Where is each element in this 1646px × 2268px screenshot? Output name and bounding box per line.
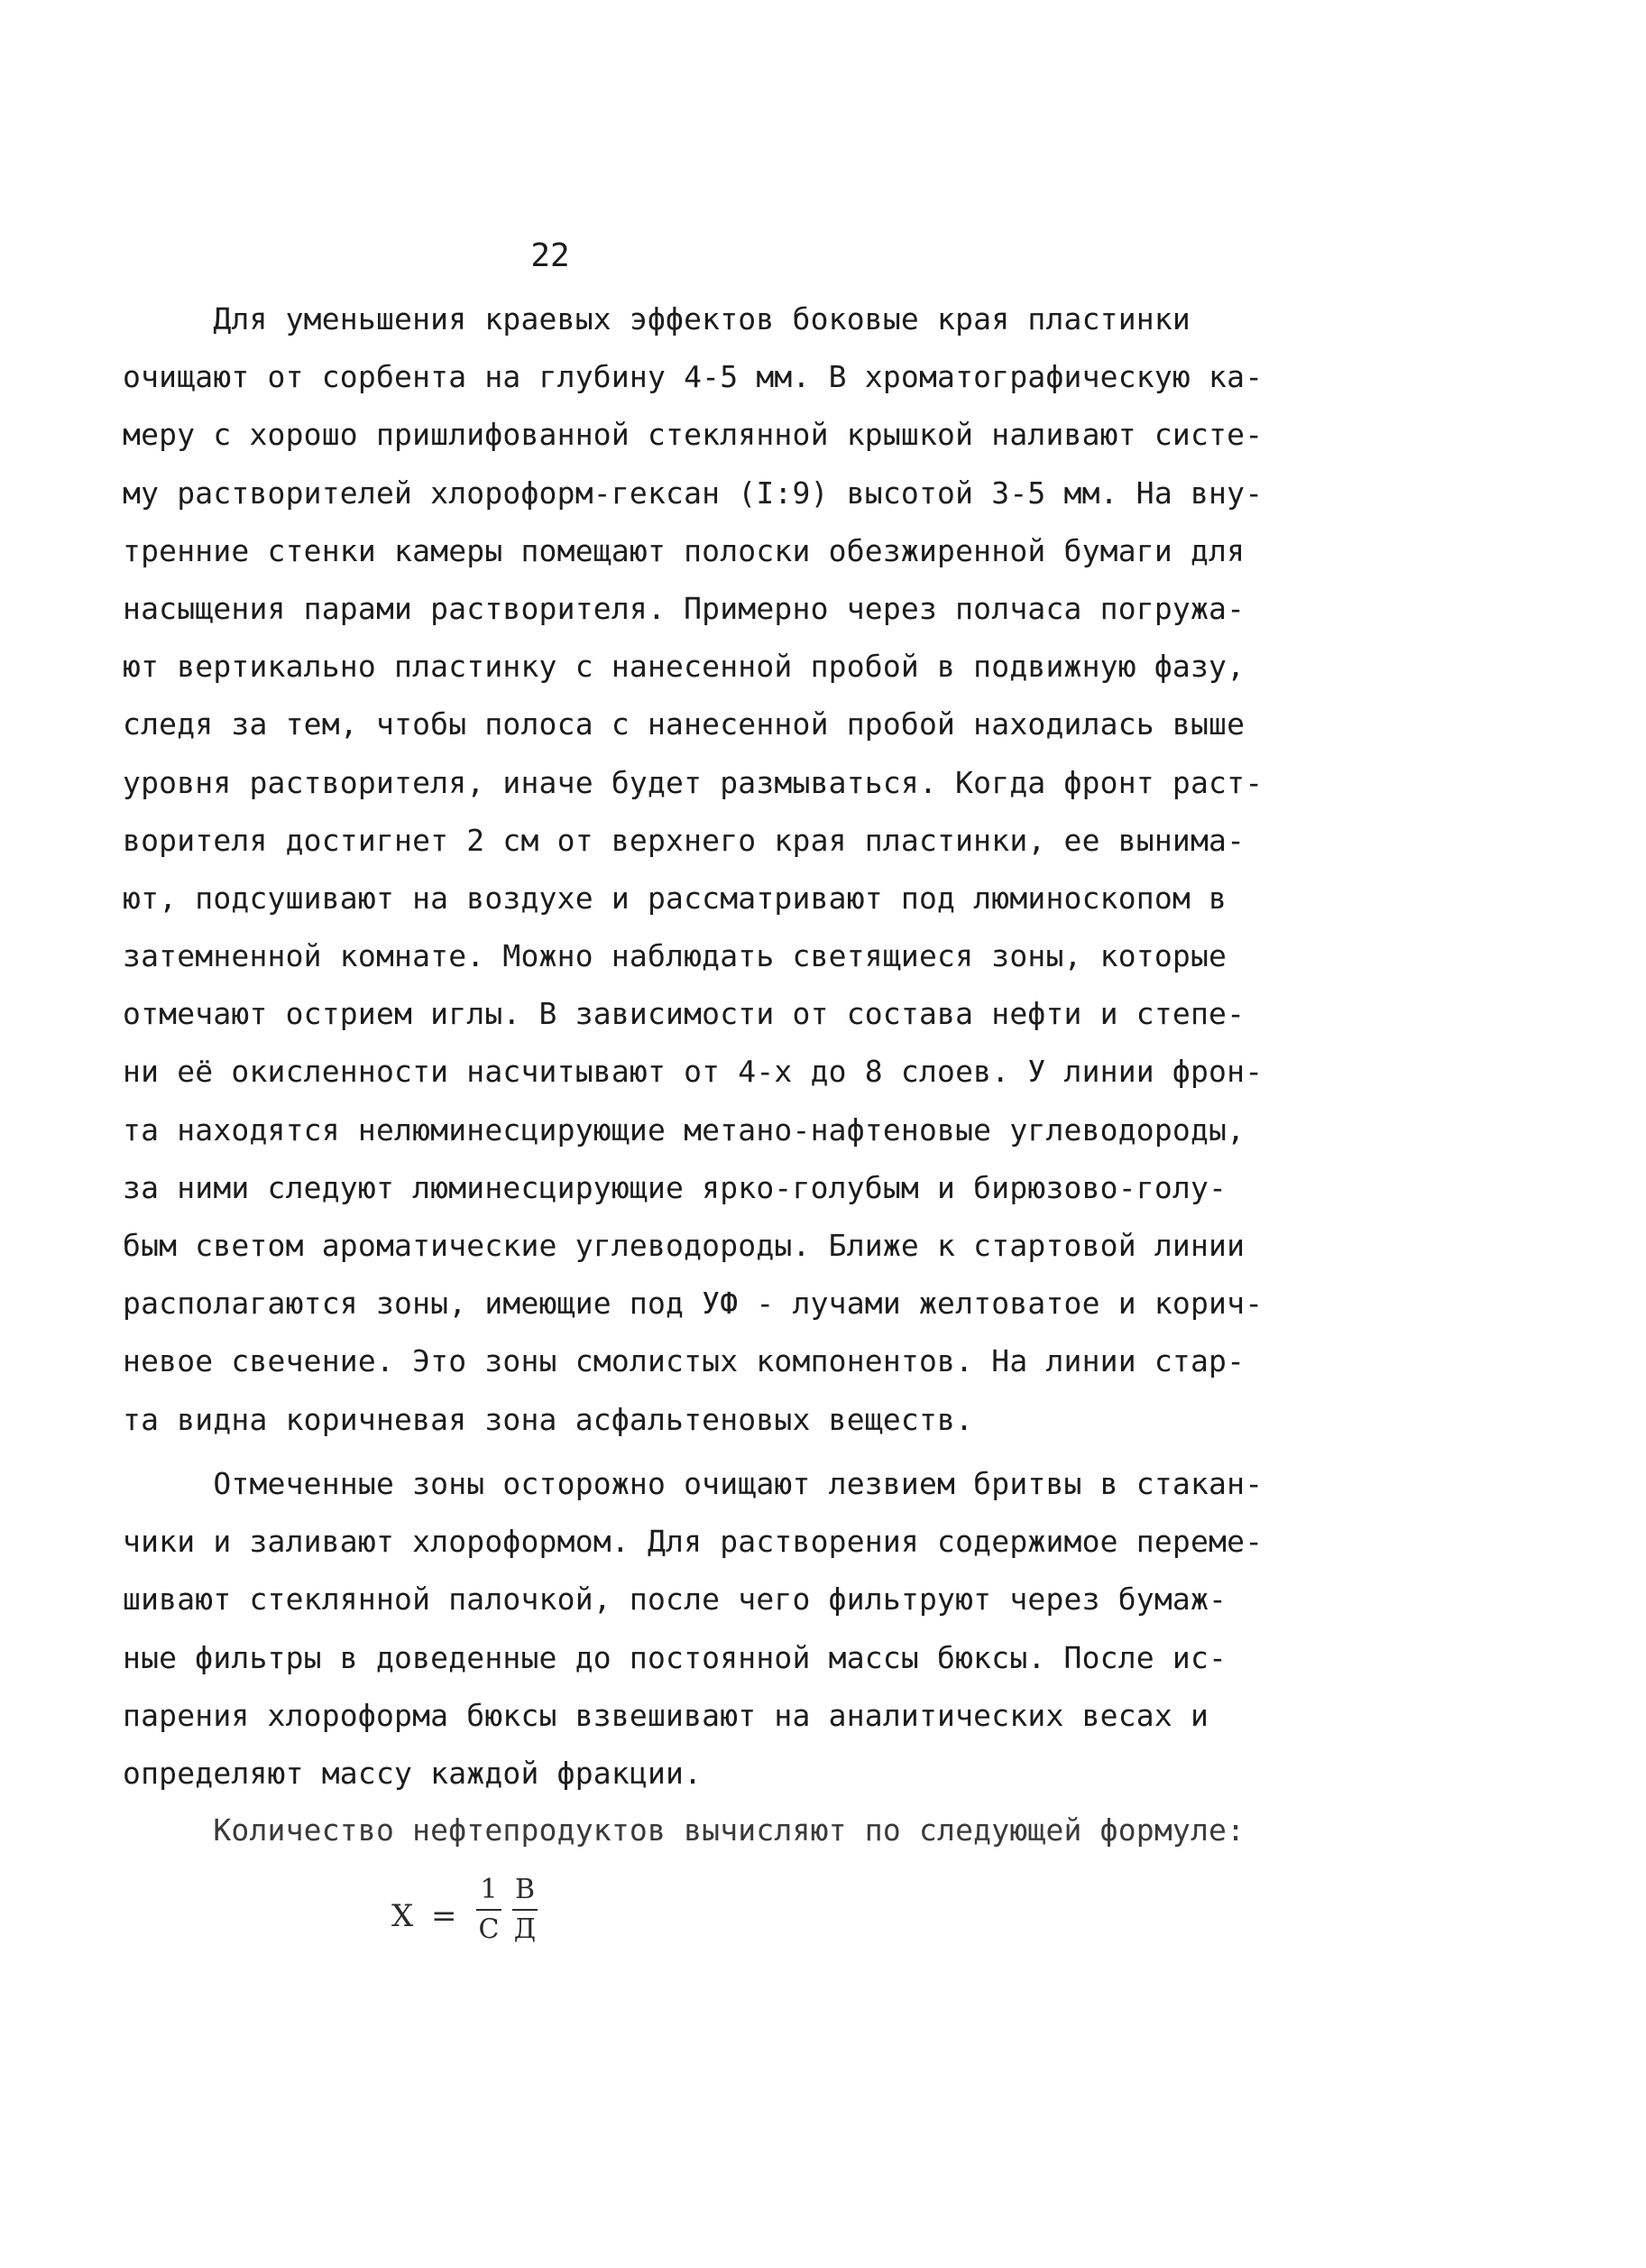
text-line: определяют массу каждой фракции. <box>123 1755 703 1791</box>
formula-equals-sign: = <box>431 1898 457 1934</box>
text-line: ют, подсушивают на воздухе и рассматривают под люминоскопом в <box>123 880 1228 916</box>
text-line: шивают стеклянной палочкой, после чего фильтруют через бумаж- <box>123 1581 1228 1618</box>
paragraph-zone-extraction <box>123 1455 1264 1802</box>
text-line: му растворителей хлороформ-гексан (I:9) высотой 3-5 мм. На вну- <box>123 475 1264 511</box>
fraction-denominator: Д <box>513 1913 537 1945</box>
text-line: бым светом ароматические углеводороды. Ближе к стартовой линии <box>123 1228 1246 1263</box>
text-line: очищают от сорбента на глубину 4-5 мм. В хроматографическую ка- <box>123 359 1264 395</box>
text-line: невое свечение. Это зоны смолистых компонентов. На линии стар- <box>123 1343 1246 1379</box>
text-line: ют вертикально пластинку с нанесенной пробой в подвижную фазу, <box>123 649 1246 685</box>
text-line: та находятся нелюминесцирующие метано-нафтеновые углеводороды, <box>123 1111 1246 1148</box>
text-line: ворителя достигнет 2 см от верхнего края пластинки, ее вынима- <box>123 822 1246 858</box>
formula-variable: Х <box>391 1898 414 1934</box>
text-line: та видна коричневая зона асфальтеновых веществ. <box>123 1401 974 1437</box>
text-line: ные фильтры в доведенные до постоянной массы бюксы. После ис- <box>123 1639 1228 1675</box>
text-line: располагаются зоны, имеющие под УФ - лучами желтоватое и корич- <box>123 1286 1264 1322</box>
calculation-formula <box>379 1867 613 1976</box>
paragraph-chromatography-procedure <box>123 290 1264 1449</box>
text-line: за ними следуют люминесцирующие ярко-голубым и бирюзово-голу- <box>123 1169 1228 1205</box>
text-line: уровня растворителя, иначе будет размываться. Когда фронт раст- <box>123 764 1264 800</box>
fraction-bar <box>512 1909 538 1911</box>
paragraph-formula-intro <box>123 1802 1259 1859</box>
text-line: тренние стенки камеры помещают полоски обезжиренной бумаги для <box>123 532 1246 568</box>
text-line: ни её окисленности насчитывают от 4-х до 8 слоев. У линии фрон- <box>123 1054 1264 1090</box>
fraction-numerator: 1 <box>480 1874 498 1905</box>
fraction-denominator: С <box>478 1913 500 1945</box>
fraction-numerator: В <box>514 1874 536 1905</box>
text-line: Для уменьшения краевых эффектов боковые края пластинки <box>123 301 1191 337</box>
formula-fraction-1 <box>476 1875 501 1945</box>
text-line: затемненной комнате. Можно наблюдать светящиеся зоны, которые <box>123 938 1228 974</box>
text-line: следя за тем, чтобы полоса с нанесенной пробой находилась выше <box>123 706 1246 742</box>
text-line: Количество нефтепродуктов вычисляют по следующей формуле: <box>123 1812 1246 1848</box>
text-line: меру с хорошо пришлифованной стеклянной крышкой наливают систе- <box>123 417 1264 453</box>
formula-fraction-2 <box>512 1875 538 1945</box>
text-line: парения хлороформа бюксы взвешивают на аналитических весах и <box>123 1697 1209 1733</box>
text-line: отмечают острием иглы. В зависимости от состава нефти и степе- <box>123 996 1246 1032</box>
page-number: 22 <box>530 237 570 274</box>
fraction-bar <box>476 1909 501 1911</box>
text-line: насыщения парами растворителя. Примерно через полчаса погружа- <box>123 590 1246 626</box>
text-line: чики и заливают хлороформом. Для растворения содержимое переме- <box>123 1524 1264 1560</box>
text-line: Отмеченные зоны осторожно очищают лезвием бритвы в стакан- <box>123 1466 1264 1501</box>
